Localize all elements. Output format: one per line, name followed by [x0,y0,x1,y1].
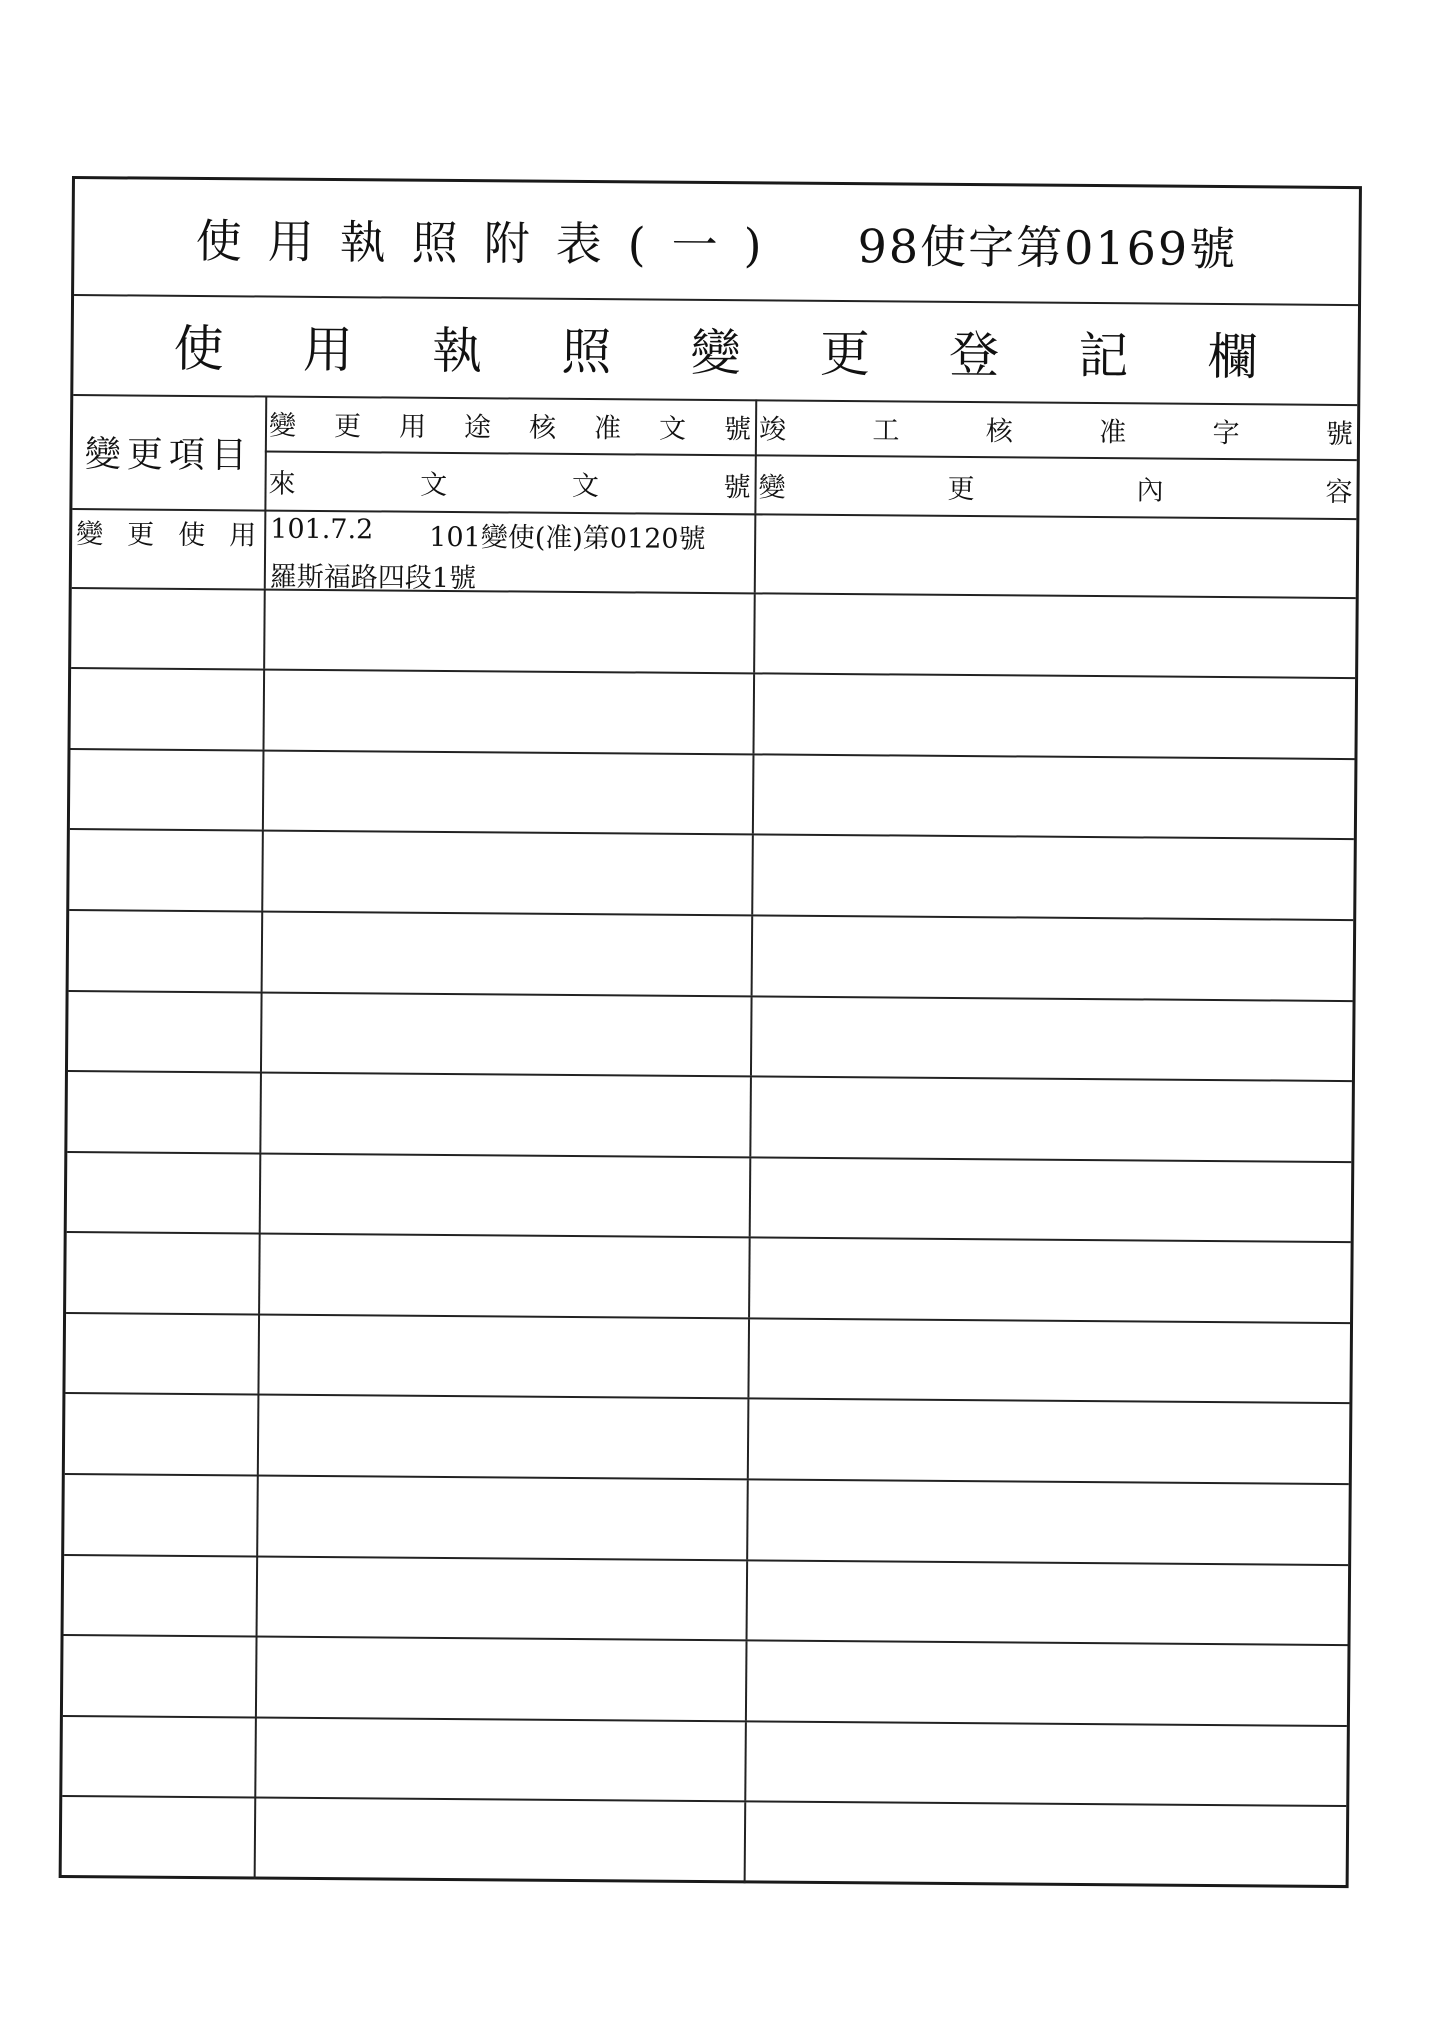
cell-content [747,1319,1350,1402]
cell-doc-no [259,1074,752,1156]
table-row [70,669,1355,760]
header-completion-no [755,399,1357,461]
table-row [62,1717,1347,1808]
table-row [67,1072,1352,1163]
header-char: 核 [985,416,1013,448]
cell-content [754,513,1357,596]
header-char: 更 [947,473,975,506]
cell-item [69,830,264,910]
cell-item [71,669,266,749]
table-row [64,1556,1349,1647]
cell-doc-no [262,751,755,833]
form-title [74,179,1359,306]
heading-char: 登 [948,325,1000,385]
section-heading-text [173,295,1258,404]
cell-content [751,836,1354,919]
header-char: 准 [1099,417,1127,449]
entry-doc-no: 101變使(准)第0120號 [429,521,706,555]
table-row [66,1233,1351,1324]
heading-char: 記 [1078,326,1129,386]
header-char: 竣 [758,414,787,446]
cell-item [64,1556,259,1636]
heading-char: 執 [431,321,483,381]
form-title-main: 使用執照附表(一) [195,213,788,273]
cell-content [746,1480,1349,1563]
entry-date: 101.7.2 [270,513,374,546]
cell-doc-no [255,1638,748,1720]
entry-address: 羅斯福路四段1號 [269,561,477,595]
registration-form [59,176,1362,1888]
header-char: 更 [333,411,362,443]
table-row [65,1314,1350,1405]
entry-item-char: 使 [178,519,206,552]
table-row [70,750,1355,841]
cell-item [63,1636,258,1716]
cell-doc-no [261,912,754,994]
header-char: 用 [398,411,427,443]
entry-item [72,508,264,553]
header-char: 字 [1212,417,1240,450]
cell-content [747,1400,1350,1483]
table-row [62,1797,1347,1888]
cell-doc-no [263,590,756,672]
cell-item [69,911,264,991]
license-number: 98使字第0169號 [857,218,1238,276]
cell-item [67,1072,262,1152]
header-char: 變 [268,410,297,442]
header-char: 容 [1325,476,1353,509]
cell-doc-no [258,1235,751,1317]
cell-content [751,916,1354,999]
entry-item-char: 變 [76,519,104,551]
cell-item [64,1475,259,1555]
heading-char: 用 [302,320,354,380]
cell-content [752,755,1355,838]
table-row [63,1636,1348,1727]
cell-doc-no [257,1396,750,1478]
cell-doc-no [257,1315,750,1397]
cell-content [744,1722,1347,1805]
cell-content [750,997,1353,1080]
heading-char: 使 [173,319,224,379]
cell-item [62,1797,257,1879]
heading-char: 欄 [1207,327,1258,387]
cell-item [65,1314,260,1394]
header-char: 內 [1136,475,1164,507]
cell-item [62,1717,257,1797]
section-heading [73,294,1358,406]
header-char: 變 [758,472,786,504]
cell-content [749,1158,1352,1241]
entry-doc-line [264,510,754,557]
cell-item [66,1233,261,1313]
cell-doc-no [260,993,753,1075]
cell-doc-no [261,832,754,914]
heading-char: 照 [561,322,612,382]
cell-item [68,992,263,1072]
cell-content [745,1642,1348,1725]
table-row [69,830,1354,921]
header-char: 文 [420,469,448,501]
heading-char: 變 [690,323,741,383]
cell-item [72,508,267,588]
table-body [62,508,1357,1885]
table-row [72,508,1357,599]
header-char: 號 [1325,418,1354,451]
header-incoming-no [264,453,754,514]
cell-content [746,1561,1349,1644]
table-row [69,911,1354,1002]
table-header [72,394,1357,520]
entry-item-char: 用 [229,520,257,552]
cell-content [752,675,1355,758]
header-approval-no [265,396,755,457]
cell-doc-no [256,1477,749,1559]
entry-item-char: 更 [127,519,155,551]
cell-doc-no [254,1718,747,1800]
cell-content [744,1803,1347,1888]
heading-char: 更 [819,324,871,384]
cell-item [67,1153,262,1233]
header-char: 來 [268,468,296,500]
header-char: 號 [723,414,752,446]
cell-doc-no [263,671,756,753]
cell-doc-no [254,1799,747,1883]
table-row [67,1153,1352,1244]
cell-item [70,750,265,830]
cell-content [749,1077,1352,1160]
header-char: 工 [872,415,900,447]
table-row [68,992,1353,1083]
cell-doc-no [256,1557,749,1639]
table-row [64,1475,1349,1566]
header-char: 准 [593,413,622,445]
header-char: 文 [658,413,687,445]
header-change-item: 變更項目 [72,394,267,510]
cell-content [748,1239,1351,1322]
header-char: 核 [528,412,557,444]
cell-item [71,589,266,669]
table-row [65,1394,1350,1485]
table-row [71,589,1356,680]
registration-table [62,394,1358,1885]
header-col-3 [754,399,1357,518]
cell-doc-no [264,510,757,595]
header-char: 文 [571,470,600,503]
cell-content [753,594,1356,677]
header-char: 號 [723,472,751,504]
header-char: 途 [463,412,492,444]
header-change-content [754,456,1356,518]
header-col-2 [264,396,757,514]
cell-doc-no [259,1154,752,1236]
cell-item [65,1394,260,1474]
